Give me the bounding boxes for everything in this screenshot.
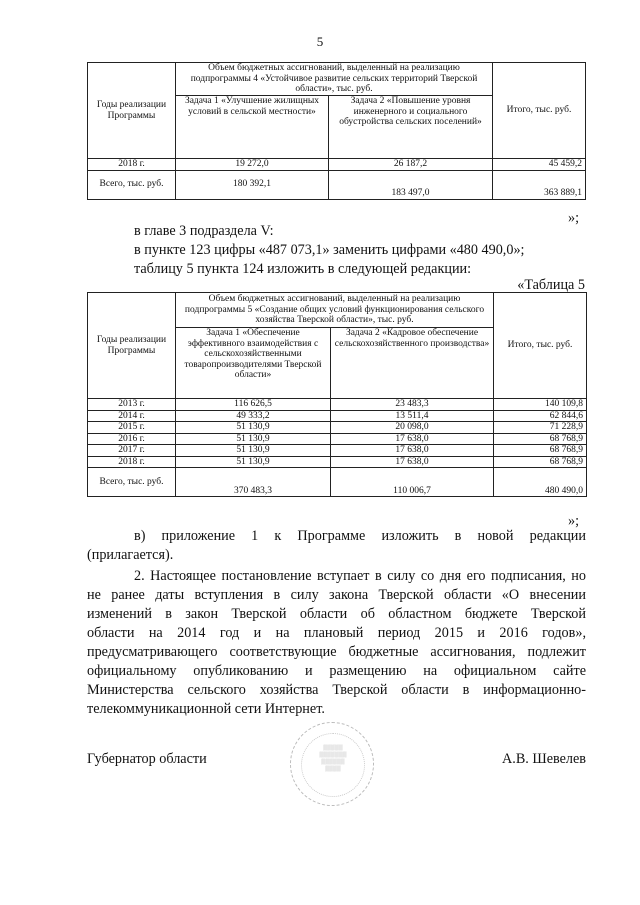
table-row: 2017 г. 51 130,9 17 638,0 68 768,9 [88, 445, 587, 457]
signature-name: А.В. Шевелев [502, 751, 586, 767]
paragraph-2-line-4: области на 2014 год и на плановый период 2015 и 2016 годов», [87, 625, 586, 641]
paragraph-2-line-2: не ранее даты вступления в силу закона Тверской области «О внесении [87, 587, 586, 603]
col-header-total: Итого, тыс. руб. [494, 293, 587, 399]
text-line-3: таблицу 5 пункта 124 изложить в следующей редакции: [134, 261, 472, 277]
paragraph-2-line-7: Министерства сельского хозяйства Тверской области в информационно- [87, 682, 586, 698]
paragraph-2-line-8: телекоммуникационной сети Интернет. [87, 701, 325, 717]
col-header-total: Итого, тыс. руб. [493, 63, 586, 159]
paragraph-2-line-5: предусматривающего соответствующие бюджетные ассигнования, подлежит [87, 644, 586, 660]
col-header-years: Годы реализации Программы [88, 293, 176, 399]
col-header-main: Объем бюджетных ассигнований, выделенный на реализацию подпрограммы 4 «Устойчивое развитие сельских территорий Тверской области», тыс. руб. [176, 63, 493, 96]
stamp-marks: ▒▒▒▒▒ ▒▒▒▒▒▒▒ ▒▒▒▒▒▒ ▒▒▒▒ [319, 745, 347, 772]
table-row-total: Всего, тыс. руб. 180 392,1 183 497,0 363 889,1 [88, 170, 586, 199]
col-header-task-1: Задача 1 «Обеспечение эффективного взаимодействия с сельскохозяйственными товаропроизводителями Тверской области» [176, 328, 331, 399]
table-5-label: «Таблица 5 [517, 277, 585, 293]
paragraph-v-line-1: в) приложение 1 к Программе изложить в новой редакции [134, 528, 586, 544]
col-header-years: Годы реализации Программы [88, 63, 176, 159]
table-row-total: Всего, тыс. руб. 370 483,3 110 006,7 480 490,0 [88, 468, 587, 497]
budget-table-subprogram-4 [87, 62, 586, 200]
paragraph-2-line-6: официальному опубликованию и размещению на официальном сайте [87, 663, 586, 679]
table-row: 2016 г. 51 130,9 17 638,0 68 768,9 [88, 433, 587, 445]
table-row: 2013 г. 116 626,5 23 483,3 140 109,8 [88, 399, 587, 411]
paragraph-v-line-2: (прилагается). [87, 547, 174, 563]
text-line-2: в пункте 123 цифры «487 073,1» заменить цифрами «480 490,0»; [134, 242, 525, 258]
signature-position: Губернатор области [87, 751, 207, 767]
col-header-main: Объем бюджетных ассигнований, выделенный на реализацию подпрограммы 5 «Создание общих условий функционирования сельского хозяйства Тверской области», тыс. руб. [176, 293, 494, 328]
budget-table-subprogram-5 [87, 292, 587, 497]
closing-quote-4: »; [568, 210, 580, 226]
closing-quote-5: »; [568, 513, 580, 529]
col-header-task-1: Задача 1 «Улучшение жилищных условий в сельской местности» [176, 96, 329, 159]
table-row: 2018 г. 51 130,9 17 638,0 68 768,9 [88, 456, 587, 468]
col-header-task-2: Задача 2 «Кадровое обеспечение сельскохозяйственного производства» [331, 328, 494, 399]
table-row: 2015 г. 51 130,9 20 098,0 71 228,9 [88, 422, 587, 434]
official-stamp [290, 722, 374, 806]
text-line-1: в главе 3 подраздела V: [134, 223, 274, 239]
col-header-task-2: Задача 2 «Повышение уровня инженерного и социального обустройства сельских поселений» [329, 96, 493, 159]
page-number: 5 [316, 34, 324, 49]
table-row: 2018 г. 19 272,0 26 187,2 45 459,2 [88, 159, 586, 171]
paragraph-2-line-3: изменений в закон Тверской области об областном бюджете Тверской [87, 606, 586, 622]
paragraph-2-line-1: 2. Настоящее постановление вступает в силу со дня его подписания, но [134, 568, 586, 584]
table-row: 2014 г. 49 333,2 13 511,4 62 844,6 [88, 410, 587, 422]
